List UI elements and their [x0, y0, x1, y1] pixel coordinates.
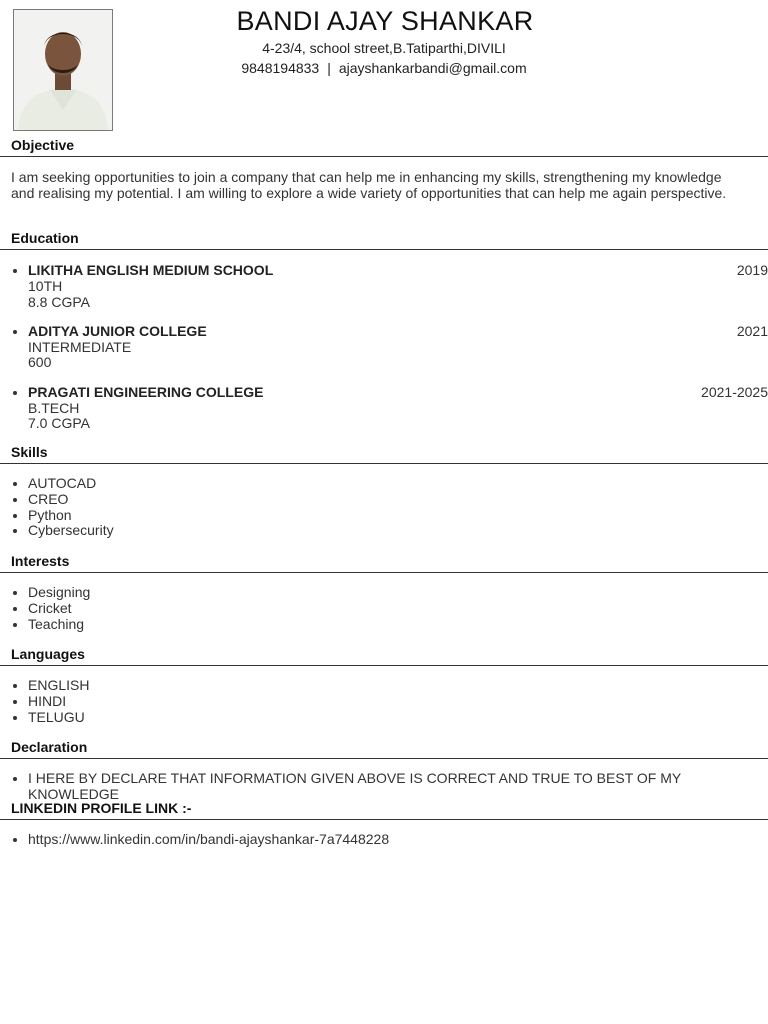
section-title: LINKEDIN PROFILE LINK :- — [0, 799, 768, 820]
year: 2021-2025 — [701, 383, 768, 400]
year: 2019 — [736, 262, 768, 278]
section-title: Objective — [0, 136, 768, 157]
list-item: ENGLISH — [0, 678, 768, 694]
degree: 10TH — [28, 277, 63, 294]
score: 600 — [28, 354, 52, 371]
education-item — [0, 263, 768, 310]
education-item — [0, 324, 768, 371]
interests-section — [0, 552, 768, 632]
list-item: Cybersecurity — [0, 523, 768, 539]
contact-separator: | — [327, 60, 331, 76]
phone: 9848194833 — [241, 60, 320, 76]
institution: ADITYA JUNIOR COLLEGE — [28, 322, 207, 339]
list-item: Cricket — [0, 601, 768, 617]
resume-header — [0, 4, 768, 78]
candidate-name: BANDI AJAY SHANKAR — [236, 6, 534, 36]
institution: PRAGATI ENGINEERING COLLEGE — [28, 383, 264, 400]
degree: INTERMEDIATE — [28, 338, 132, 355]
section-title: Interests — [0, 552, 768, 573]
address: 4-23/4, school street,B.Tatiparthi,DIVILI — [262, 40, 506, 56]
declaration-section — [0, 738, 768, 803]
linkedin-section — [0, 799, 768, 848]
objective-text: I am seeking opportunities to join a company that can help me in enhancing my skills, strengthening my knowledge and realising my potential. I am willing to explore a wide variety of opportunities that can help me again perspective. — [11, 169, 727, 201]
objective-section — [0, 136, 768, 201]
list-item: Teaching — [0, 617, 768, 633]
score: 7.0 CGPA — [28, 415, 90, 432]
email[interactable]: ajayshankarbandi@gmail.com — [338, 60, 527, 76]
list-item: AUTOCAD — [0, 476, 768, 492]
year: 2021 — [736, 322, 768, 339]
contact-line — [0, 58, 768, 78]
languages-section — [0, 645, 768, 725]
skills-section — [0, 443, 768, 539]
degree: B.TECH — [28, 399, 80, 416]
list-item: CREO — [0, 492, 768, 508]
list-item: TELUGU — [0, 710, 768, 726]
list-item: Designing — [0, 585, 768, 601]
section-title: Skills — [0, 443, 768, 464]
institution: LIKITHA ENGLISH MEDIUM SCHOOL — [28, 262, 274, 278]
list-item: HINDI — [0, 694, 768, 710]
education-item — [0, 385, 768, 432]
section-title: Declaration — [0, 738, 768, 759]
linkedin-link[interactable]: https://www.linkedin.com/in/bandi-ajayshankar-7a7448228 — [0, 832, 768, 848]
list-item: Python — [0, 508, 768, 524]
education-section — [0, 229, 768, 446]
section-title: Education — [0, 229, 768, 250]
declaration-text: I HERE BY DECLARE THAT INFORMATION GIVEN ABOVE IS CORRECT AND TRUE TO BEST OF MY KNOWLEDGE — [0, 771, 768, 803]
score: 8.8 CGPA — [28, 293, 90, 310]
section-title: Languages — [0, 645, 768, 666]
